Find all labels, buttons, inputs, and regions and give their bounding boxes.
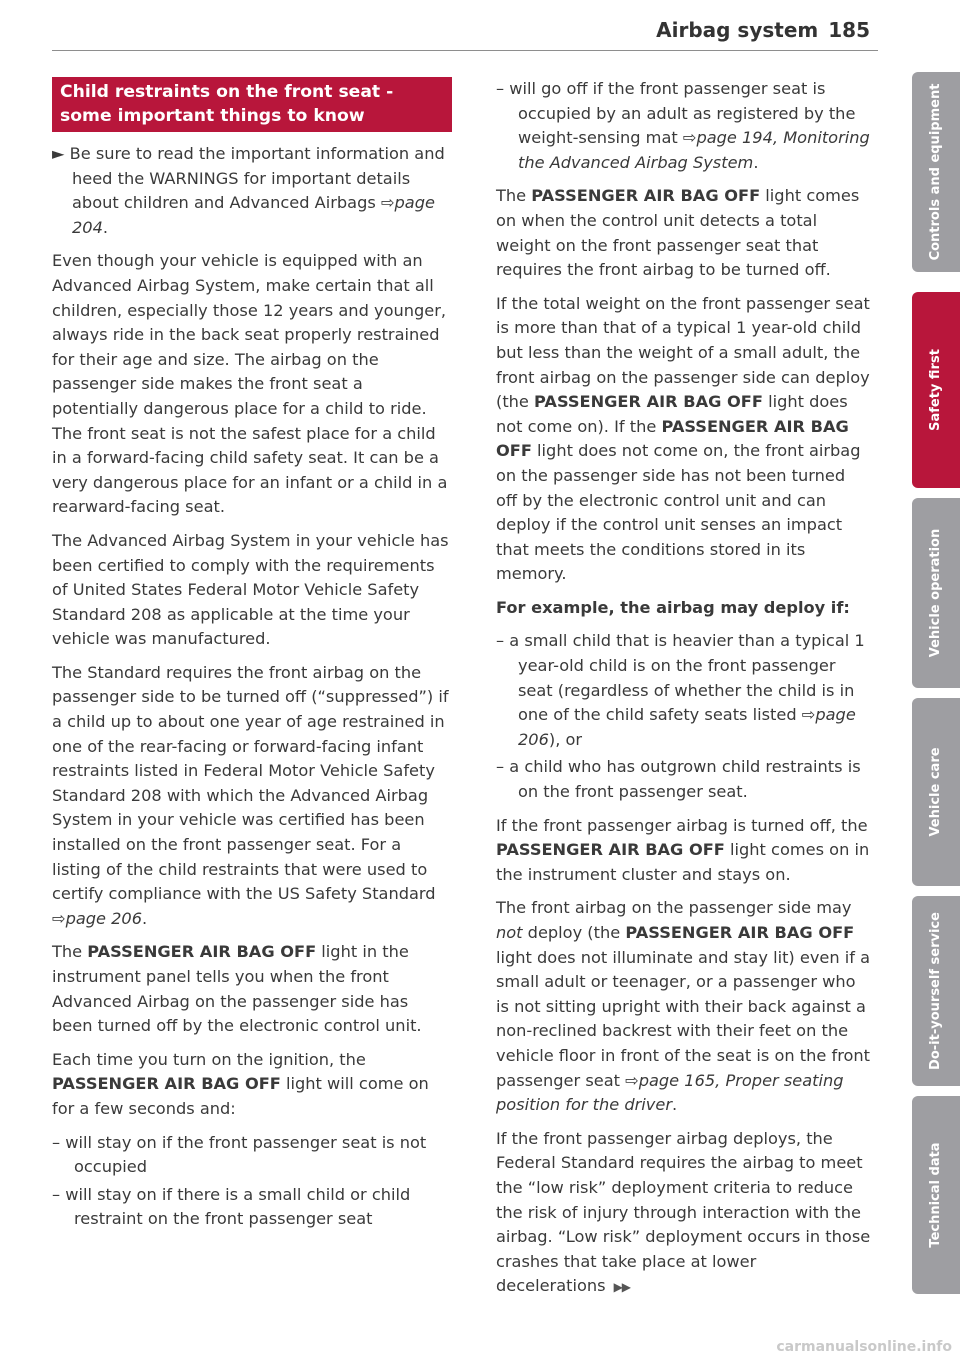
paragraph: The PASSENGER AIR BAG OFF light in the instrument panel tells you when the front Advanced Airbag on the passenger side has been turned off by the electronic control unit. [52, 942, 422, 1036]
page-reference-link[interactable]: ⇨page 206 [52, 908, 143, 928]
continue-arrow-icon: ▶▶ [613, 1280, 631, 1295]
paragraph: The PASSENGER AIR BAG OFF light comes on when the control unit detects a total weight on the front passenger seat that requires the front airbag to be turned off. [496, 186, 860, 280]
page-number: 185 [828, 18, 870, 42]
paragraph: The front airbag on the passenger side may not deploy (the PASSENGER AIR BAG OFF light does not illuminate and stay lit) even if a small adult or teenager, or a passenger who is not sitting upright with their back against a non-reclined backrest with their feet on the vehicle floor in front of the seat is on the front passenger seat ⇨page 165, Proper seating position for the driver. [496, 898, 871, 1115]
watermark: carmanualsonline.info [776, 1339, 952, 1355]
paragraph: The Standard requires the front airbag on the passenger side to be turned off (“suppressed”) if a child up to about one year of age restrained in one of the rear-facing or forward-facing infant restraints listed in Federal Motor Vehicle Safety Standard 208 with which the Advanced Airbag System in your vehicle was certified has been installed on the front passenger seat. For a listing of the child restraints that were used to certify compliance with the US Safety Standard ⇨page 206. [52, 662, 449, 928]
list-item: – will go off if the front passenger seat is occupied by an adult as registered by the weight-sensing mat ⇨page 194, Monitoring the Advanced Airbag System. [496, 79, 870, 172]
paragraph: Even though your vehicle is equipped with an Advanced Airbag System, make certain that all children, especially those 12 years and younger, always ride in the back seat properly restrained for their age and size. The airbag on the passenger side makes the front seat a potentially dangerous place for a child to ride. The front seat is not the safest place for a child in a forward-facing child safety seat. It can be a very dangerous place for an infant or a child in a rearward-facing seat. [52, 251, 448, 517]
warning-light-name: PASSENGER AIR BAG OFF [531, 186, 761, 206]
subheading: For example, the airbag may deploy if: [496, 597, 850, 617]
tab-do-it-yourself-service[interactable]: Do-it-yourself service [912, 896, 960, 1086]
page-reference-link[interactable]: ⇨page 204 [72, 193, 435, 237]
warning-light-name: PASSENGER AIR BAG OFF [52, 1074, 281, 1094]
left-column [52, 77, 452, 1235]
page-reference-link[interactable]: ⇨page 206 [518, 705, 856, 749]
paragraph: Each time you turn on the ignition, the PASSENGER AIR BAG OFF light will come on for a few seconds and: [52, 1049, 429, 1118]
paragraph: If the front passenger airbag is turned off, the PASSENGER AIR BAG OFF light comes on in the instrument cluster and stays on. [496, 815, 870, 884]
tab-controls-and-equipment[interactable]: Controls and equipment [912, 72, 960, 272]
tab-technical-data[interactable]: Technical data [912, 1096, 960, 1294]
tab-vehicle-operation[interactable]: Vehicle operation [912, 498, 960, 688]
list-item: – a child who has outgrown child restraints is on the front passenger seat. [496, 757, 861, 802]
page-reference-link[interactable]: ⇨page 194, Monitoring the Advanced Airbag System [518, 128, 870, 172]
tab-vehicle-care[interactable]: Vehicle care [912, 698, 960, 886]
list-item: – a small child that is heavier than a typical 1 year-old child is on the front passenger seat (regardless of whether the child is in one of the child safety seats listed ⇨page 206), or [496, 631, 865, 749]
tab-safety-first[interactable]: Safety first [912, 292, 960, 488]
list-item: – will stay on if there is a small child or child restraint on the front passenger seat [52, 1184, 411, 1229]
section-title: Airbag system [656, 18, 819, 42]
paragraph: The Advanced Airbag System in your vehicle has been certified to comply with the requirements of United States Federal Motor Vehicle Safety Standard 208 as applicable at the time your vehicle was manufactured. [52, 530, 449, 649]
paragraph: If the total weight on the front passenger seat is more than that of a typical 1 year-old child but less than the weight of a small adult, the front airbag on the passenger side can deploy (the PASSENGER AIR BAG OFF light does not come on). If the PASSENGER AIR BAG OFF light does not come on, the front airbag on the passenger side has not been turned off by the electronic control unit and can deploy if the control unit senses an impact that meets the conditions stored in its memory. [496, 293, 870, 584]
page-reference-link[interactable]: ⇨page 165, Proper seating position for the driver [496, 1070, 844, 1115]
bullet-paragraph: ► Be sure to read the important information and heed the WARNINGS for important details about children and Advanced Airbags ⇨page 204. [52, 144, 445, 237]
list-item: – will stay on if the front passenger seat is not occupied [52, 1132, 427, 1177]
right-column [496, 77, 871, 1309]
warning-light-name: PASSENGER AIR BAG OFF [87, 942, 317, 962]
paragraph: If the front passenger airbag deploys, the Federal Standard requires the airbag to meet the “low risk” deployment criteria to reduce the risk of injury through interaction with the airbag. “Low risk” deployment occurs in those crashes that take place at lower decelerations ▶▶ [496, 1128, 871, 1296]
page-header [656, 18, 870, 42]
section-heading: Child restraints on the front seat - some important things to know [52, 77, 452, 132]
header-rule [52, 50, 878, 51]
